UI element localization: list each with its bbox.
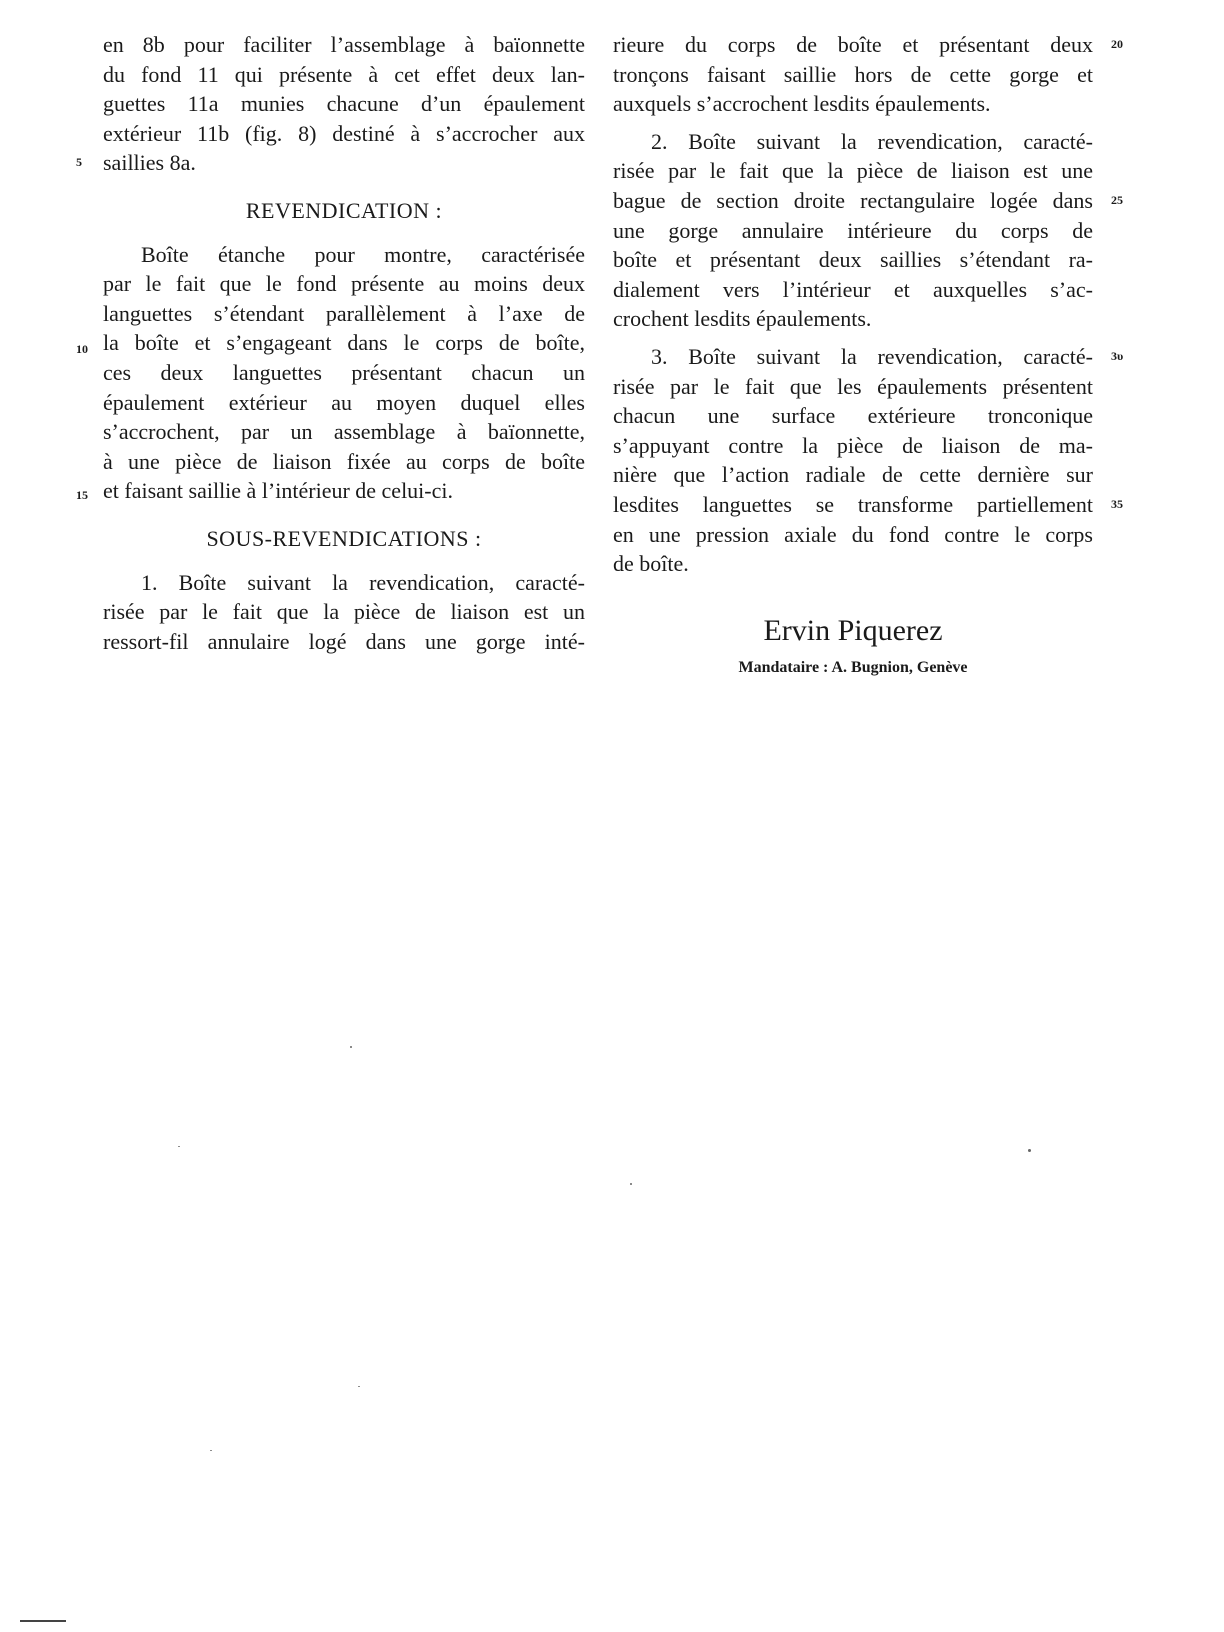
text-line: à une pièce de liaison fixée au corps de boîte — [103, 448, 585, 474]
text-line: ressort-fil annulaire logé dans une gorge inté- — [103, 628, 585, 654]
text-line: tronçons faisant saillie hors de cette gorge et — [613, 61, 1093, 87]
right-column — [613, 30, 1093, 682]
text-line: de boîte. — [613, 551, 689, 577]
text-line: auxquels s’accrochent lesdits épaulements. — [613, 91, 991, 117]
scan-speck — [178, 1146, 180, 1147]
text-line: risée par le fait que les épaulements présentent — [613, 373, 1093, 399]
text-line: 3. Boîte suivant la revendication, caracté- — [651, 343, 1093, 369]
text-line: risée par le fait que la pièce de liaison est une — [613, 158, 1093, 184]
mandataire-line: Mandataire : A. Bugnion, Genève — [738, 658, 968, 676]
text-line: bague de section droite rectangulaire logée dans — [613, 187, 1093, 213]
line-number: 15 — [76, 488, 88, 502]
text-line: en 8b pour faciliter l’assemblage à baïonnette — [103, 32, 585, 57]
scan-speck — [630, 1183, 632, 1185]
text-line: rieure du corps de boîte et présentant deux — [613, 32, 1093, 57]
scan-speck — [350, 1046, 352, 1048]
line-number: 25 — [1111, 193, 1123, 207]
text-line: 1. Boîte suivant la revendication, caracté- — [141, 569, 585, 595]
scan-speck — [1028, 1149, 1031, 1152]
text-line: risée par le fait que la pièce de liaison est un — [103, 599, 585, 625]
text-line: s’accrochent, par un assemblage à baïonnette, — [103, 419, 585, 445]
text-line: dialement vers l’intérieur et auxquelles s’ac- — [613, 276, 1093, 302]
text-line: 2. Boîte suivant la revendication, caracté- — [651, 128, 1093, 154]
scan-speck — [210, 1450, 212, 1451]
text-line: boîte et présentant deux saillies s’étendant ra- — [613, 247, 1093, 273]
page-corner-mark — [20, 1620, 66, 1622]
line-number: 3υ — [1111, 349, 1124, 363]
text-line: lesdites languettes se transforme partiellement — [613, 491, 1093, 517]
left-column — [103, 30, 585, 656]
text-line: saillies 8a. — [103, 150, 196, 176]
text-line: ces deux languettes présentant chacun un — [103, 359, 585, 385]
text-line: extérieur 11b (fig. 8) destiné à s’accrocher aux — [103, 120, 585, 146]
line-number: 20 — [1111, 37, 1123, 51]
line-number: 35 — [1111, 497, 1123, 511]
signature: Ervin Piquerez — [763, 613, 943, 647]
line-number: 10 — [76, 342, 88, 356]
revendication-heading: REVENDICATION : — [245, 197, 443, 223]
text-line: épaulement extérieur au moyen duquel elles — [103, 389, 585, 415]
text-line: languettes s’étendant parallèlement à l’axe de — [103, 300, 585, 326]
text-line: la boîte et s’engageant dans le corps de boîte, — [103, 330, 585, 356]
text-line: une gorge annulaire intérieure du corps de — [613, 217, 1093, 243]
text-line: en une pression axiale du fond contre le corps — [613, 521, 1093, 547]
text-line: chacun une surface extérieure tronconique — [613, 403, 1093, 429]
text-line: nière que l’action radiale de cette dernière sur — [613, 462, 1093, 488]
text-line: crochent lesdits épaulements. — [613, 306, 872, 332]
text-line: s’appuyant contre la pièce de liaison de ma- — [613, 432, 1093, 458]
text-line: guettes 11a munies chacune d’un épaulement — [103, 91, 585, 117]
sous-revendications-heading: SOUS-REVENDICATIONS : — [206, 525, 482, 551]
scan-speck — [358, 1386, 360, 1387]
text-line: et faisant saillie à l’intérieur de celui-ci. — [103, 478, 454, 504]
text-line: Boîte étanche pour montre, caractérisée — [141, 241, 585, 267]
text-line: du fond 11 qui présente à cet effet deux lan- — [103, 61, 585, 87]
text-line: par le fait que le fond présente au moins deux — [103, 271, 585, 297]
line-number: 5 — [76, 155, 82, 169]
